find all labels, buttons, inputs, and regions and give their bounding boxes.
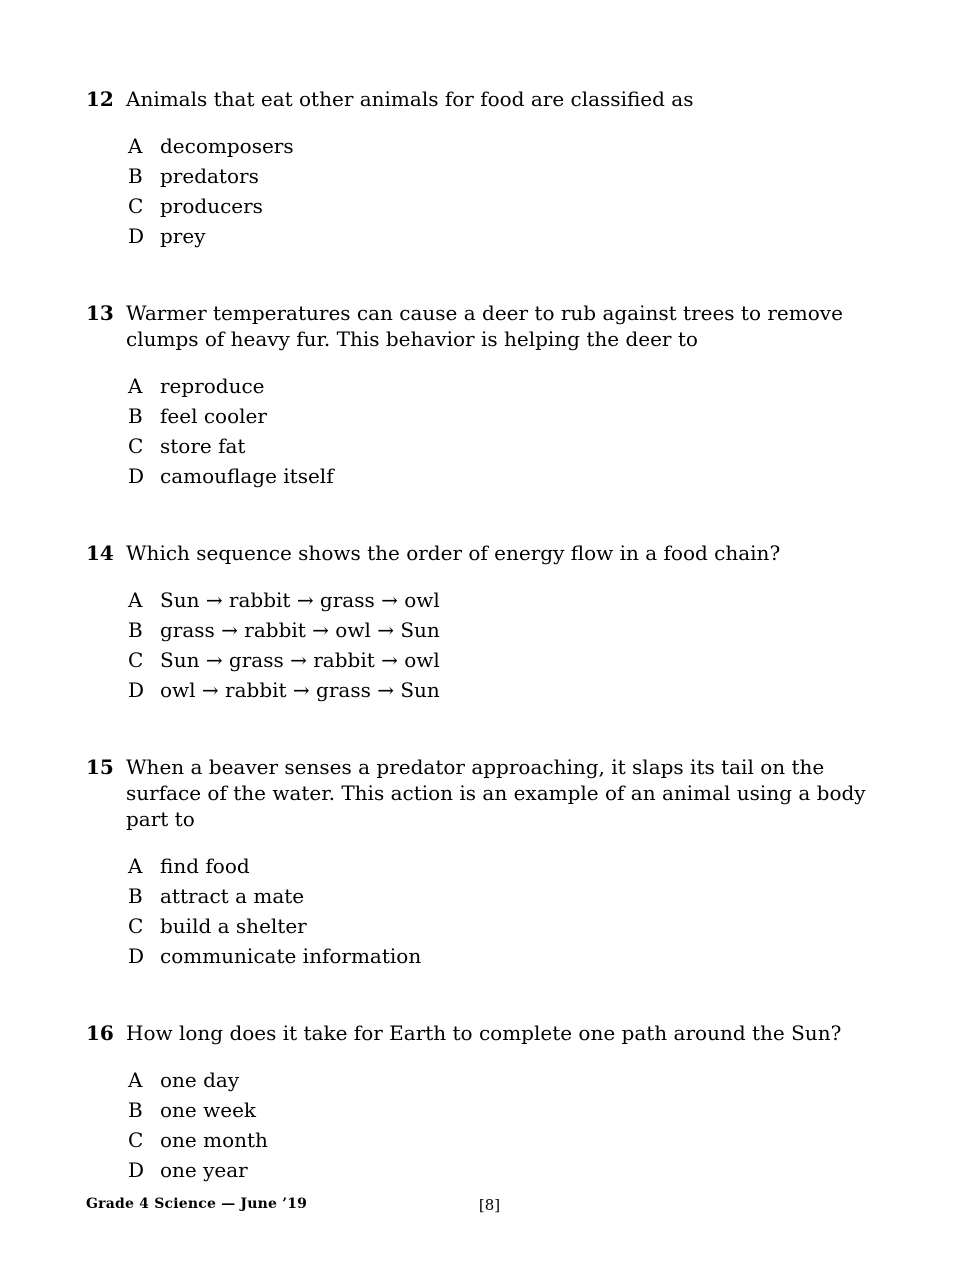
option-text: find food xyxy=(160,854,250,878)
option-text: camouflage itself xyxy=(160,464,334,488)
answer-option xyxy=(128,615,919,645)
answer-option xyxy=(128,675,919,705)
option-text: decomposers xyxy=(160,134,294,158)
answer-option xyxy=(128,1095,919,1125)
answer-option xyxy=(128,1125,919,1155)
option-text: build a shelter xyxy=(160,914,307,938)
question-13 xyxy=(86,300,919,491)
answer-option xyxy=(128,881,919,911)
answer-options xyxy=(86,371,919,491)
answer-options xyxy=(86,131,919,251)
option-letter: B xyxy=(128,618,143,642)
question-text: Which sequence shows the order of energy flow in a food chain? xyxy=(126,541,781,565)
answer-options xyxy=(86,851,919,971)
option-letter: B xyxy=(128,164,143,188)
option-letter: D xyxy=(128,944,145,968)
option-letter: C xyxy=(128,434,144,458)
option-letter: D xyxy=(128,224,145,248)
option-letter: B xyxy=(128,884,143,908)
question-text: When a beaver senses a predator approaching, it slaps its tail on the surface of the water. This action is an example of an animal using a body part to xyxy=(126,755,866,831)
answer-options xyxy=(86,1065,919,1185)
option-text: store fat xyxy=(160,434,246,458)
option-letter: A xyxy=(128,588,143,612)
option-letter: A xyxy=(128,374,143,398)
question-text: Animals that eat other animals for food are classified as xyxy=(126,87,694,111)
option-letter: B xyxy=(128,1098,143,1122)
option-letter: B xyxy=(128,404,143,428)
option-text: grass → rabbit → owl → Sun xyxy=(160,618,440,642)
question-text: How long does it take for Earth to complete one path around the Sun? xyxy=(126,1021,842,1045)
page-footer xyxy=(0,1196,979,1218)
answer-option xyxy=(128,1065,919,1095)
option-letter: D xyxy=(128,464,145,488)
option-text: one day xyxy=(160,1068,240,1092)
question-number: 14 xyxy=(86,541,114,565)
answer-option xyxy=(128,911,919,941)
answer-option xyxy=(128,851,919,881)
option-letter: C xyxy=(128,194,144,218)
option-text: feel cooler xyxy=(160,404,267,428)
question-15 xyxy=(86,754,919,971)
answer-option xyxy=(128,1155,919,1185)
answer-option xyxy=(128,585,919,615)
option-text: attract a mate xyxy=(160,884,305,908)
option-text: Sun → grass → rabbit → owl xyxy=(160,648,440,672)
answer-option xyxy=(128,401,919,431)
option-letter: C xyxy=(128,914,144,938)
question-12 xyxy=(86,86,919,251)
answer-option xyxy=(128,431,919,461)
answer-option xyxy=(128,191,919,221)
question-16 xyxy=(86,1020,919,1185)
option-text: one week xyxy=(160,1098,257,1122)
option-letter: D xyxy=(128,1158,145,1182)
option-letter: A xyxy=(128,134,143,158)
option-text: producers xyxy=(160,194,263,218)
footer-page-number: [8] xyxy=(478,1196,501,1214)
option-text: prey xyxy=(160,224,206,248)
option-text: one month xyxy=(160,1128,268,1152)
option-letter: A xyxy=(128,1068,143,1092)
option-text: owl → rabbit → grass → Sun xyxy=(160,678,440,702)
answer-options xyxy=(86,585,919,705)
answer-option xyxy=(128,645,919,675)
question-text: Warmer temperatures can cause a deer to rub against trees to remove clumps of heavy fur. This behavior is helping the deer to xyxy=(126,301,843,351)
question-number: 13 xyxy=(86,301,114,325)
question-number: 15 xyxy=(86,755,114,779)
answer-option xyxy=(128,221,919,251)
option-text: predators xyxy=(160,164,259,188)
option-letter: C xyxy=(128,1128,144,1152)
answer-option xyxy=(128,461,919,491)
answer-option xyxy=(128,161,919,191)
option-letter: C xyxy=(128,648,144,672)
option-letter: A xyxy=(128,854,143,878)
option-text: reproduce xyxy=(160,374,265,398)
answer-option xyxy=(128,371,919,401)
answer-option xyxy=(128,131,919,161)
question-14 xyxy=(86,540,919,705)
option-text: one year xyxy=(160,1158,248,1182)
footer-test-title: Grade 4 Science — June ’19 xyxy=(86,1196,308,1212)
option-text: communicate information xyxy=(160,944,422,968)
answer-option xyxy=(128,941,919,971)
question-number: 16 xyxy=(86,1021,114,1045)
question-number: 12 xyxy=(86,87,114,111)
option-letter: D xyxy=(128,678,145,702)
option-text: Sun → rabbit → grass → owl xyxy=(160,588,440,612)
